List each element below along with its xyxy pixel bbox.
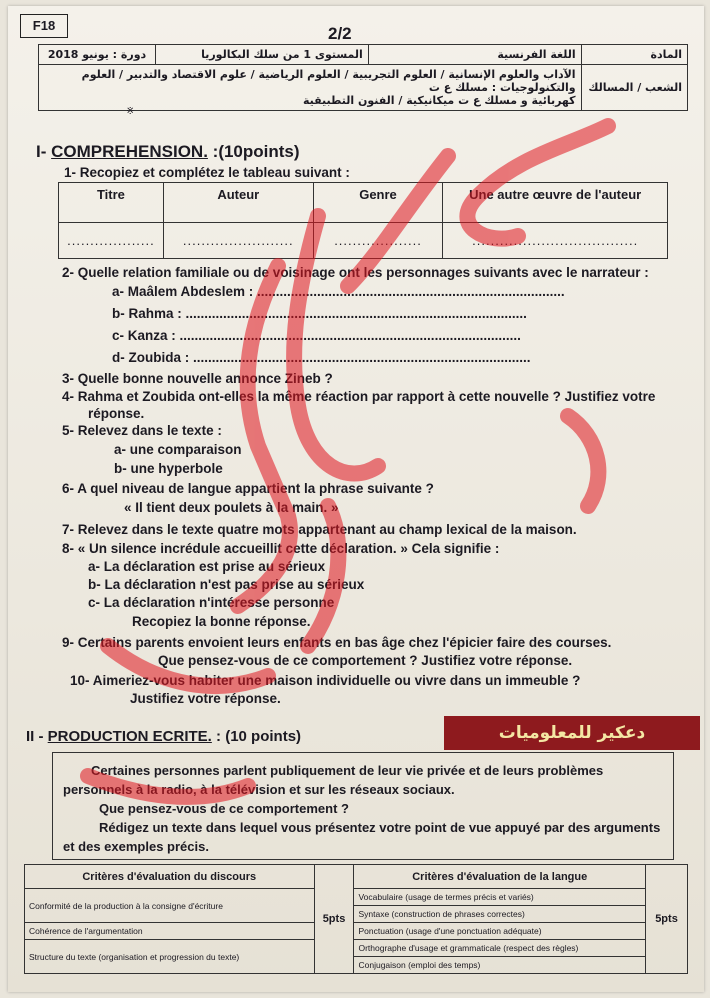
q2-item-c: c- Kanza : ...........................................................................................: [112, 328, 521, 343]
q8-item-b: b- La déclaration n'est pas prise au sérieux: [88, 577, 365, 592]
q2-item-a: a- Maâlem Abdeslem : ..................................................................................: [112, 284, 565, 299]
language-item-5: Conjugaison (emploi des temps): [354, 957, 646, 974]
prompt-line-1: Certaines personnes parlent publiquement de leur vie privée et de leurs problèmes: [91, 763, 604, 778]
question-6: 6- A quel niveau de langue appartient la phrase suivante ?: [62, 481, 434, 496]
q2-item-d: d- Zoubida : ..........................................................................................: [112, 350, 531, 365]
subject-label: المادة: [581, 45, 687, 65]
prompt-line-3: Que pensez-vous de ce comportement ?: [99, 801, 349, 816]
part1-heading: [36, 142, 300, 162]
language-item-1: Vocabulaire (usage de termes précis et variés): [354, 889, 646, 906]
language-item-2: Syntaxe (construction de phrases correctes): [354, 906, 646, 923]
discourse-item-1: Conformité de la production à la consigne d'écriture: [25, 889, 315, 923]
answer-table-header: [59, 183, 668, 223]
question-4-line-2: réponse.: [88, 406, 145, 421]
question-10-line-2: Justifiez votre réponse.: [130, 691, 281, 706]
col-autre-oeuvre: Une autre œuvre de l'auteur: [443, 183, 668, 223]
cell-auteur: ........................: [163, 223, 313, 259]
corner-mark: ※: [126, 106, 135, 117]
exam-page: [8, 6, 704, 992]
question-1: 1- Recopiez et complétez le tableau suivant :: [64, 165, 350, 180]
part2-heading: [26, 728, 301, 745]
language-item-3: Ponctuation (usage d'une ponctuation adéquate): [354, 923, 646, 940]
question-9-line-2: Que pensez-vous de ce comportement ? Justifiez votre réponse.: [158, 653, 573, 668]
evaluation-criteria-table: [24, 864, 688, 974]
prompt-line-2: personnels à la radio, à la télévision et sur les réseaux sociaux.: [63, 782, 455, 797]
site-banner: دعكير للمعلوميات: [444, 716, 700, 750]
part1-number: I-: [36, 142, 47, 161]
answer-table: [58, 182, 668, 259]
q8-item-c: c- La déclaration n'intéresse personne: [88, 595, 335, 610]
q5-item-b: b- une hyperbole: [114, 461, 223, 476]
header-table: [38, 44, 688, 111]
language-points: 5pts: [646, 865, 688, 974]
session-cell: دورة : يونيو 2018: [39, 45, 156, 65]
language-criteria-title: Critères d'évaluation de la langue: [354, 865, 646, 889]
q5-item-a: a- une comparaison: [114, 442, 242, 457]
page-number: 2/2: [328, 24, 352, 43]
subject-cell: اللغة الفرنسية: [368, 45, 581, 65]
part2-number: II -: [26, 728, 44, 745]
question-5: 5- Relevez dans le texte :: [62, 423, 222, 438]
question-8: 8- « Un silence incrédule accueillit cette déclaration. » Cela signifie :: [62, 541, 500, 556]
question-2: 2- Quelle relation familiale ou de voisinage ont les personnages suivants avec le narrateur :: [62, 265, 649, 280]
col-titre: Titre: [59, 183, 164, 223]
streams-line-1: الآداب والعلوم الإنسانية / العلوم التجريبية / العلوم الرياضية / علوم الاقتصاد والتدبير / العلوم والتكنولوجيات : مسلك ع ت: [81, 68, 576, 94]
level-cell: المستوى 1 من سلك البكالوريا: [156, 45, 369, 65]
cell-titre: ...................: [59, 223, 164, 259]
answer-table-row: [59, 223, 668, 259]
exam-code: F18: [20, 14, 68, 38]
question-7: 7- Relevez dans le texte quatre mots appartenant au champ lexical de la maison.: [62, 522, 577, 537]
discourse-item-2: Cohérence de l'argumentation: [25, 923, 315, 940]
prompt-line-4: Rédigez un texte dans lequel vous présentez votre point de vue appuyé par des arguments: [99, 820, 661, 835]
col-auteur: Auteur: [163, 183, 313, 223]
question-10-line-1: 10- Aimeriez-vous habiter une maison individuelle ou vivre dans un immeuble ?: [70, 673, 581, 688]
part2-title: PRODUCTION ECRITE.: [47, 728, 212, 745]
col-genre: Genre: [313, 183, 443, 223]
q8-item-a: a- La déclaration est prise au sérieux: [88, 559, 326, 574]
cell-autre-oeuvre: ....................................: [443, 223, 668, 259]
part2-points: : (10 points): [216, 728, 302, 745]
streams-line-2: كهربائية و مسلك ع ت ميكانيكية / الفنون التطبيقية: [302, 94, 576, 107]
discourse-item-3: Structure du texte (organisation et progression du texte): [25, 940, 315, 974]
prompt-line-5: et des exemples précis.: [63, 839, 209, 854]
question-3: 3- Quelle bonne nouvelle annonce Zineb ?: [62, 371, 333, 386]
q6-quote: « Il tient deux poulets à la main. »: [124, 500, 339, 515]
question-4-line-1: 4- Rahma et Zoubida ont-elles la même réaction par rapport à cette nouvelle ? Justifiez votre: [62, 389, 656, 404]
discourse-criteria-title: Critères d'évaluation du discours: [25, 865, 315, 889]
writing-prompt: [52, 752, 674, 860]
streams-label: الشعب / المسالك: [581, 65, 687, 111]
cell-genre: ...................: [313, 223, 443, 259]
q2-item-b: b- Rahma : ...........................................................................................: [112, 306, 527, 321]
language-item-4: Orthographe d'usage et grammaticale (respect des règles): [354, 940, 646, 957]
watermark-stroke: [568, 416, 598, 506]
part1-points: :(10points): [212, 142, 300, 161]
question-9-line-1: 9- Certains parents envoient leurs enfants en bas âge chez l'épicier faire des courses.: [62, 635, 612, 650]
part1-title: COMPREHENSION.: [51, 142, 208, 161]
discourse-points: 5pts: [314, 865, 354, 974]
q8-end: Recopiez la bonne réponse.: [132, 614, 311, 629]
streams-cell: [39, 65, 582, 111]
